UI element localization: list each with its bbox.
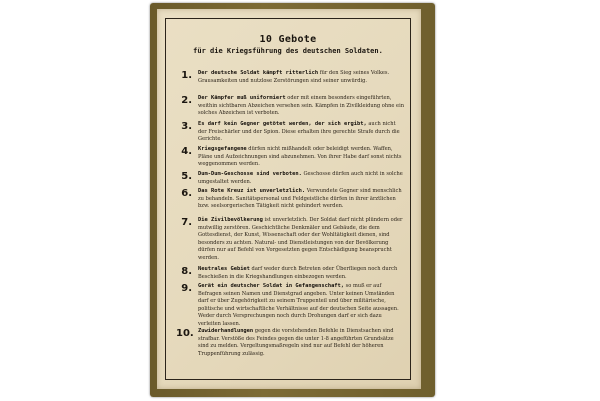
commandment-heading: Es darf kein Gegner getötet werden, der sich ergibt, [198,121,367,127]
commandment-text [198,283,404,329]
commandment-heading: Der Kämpfer muß uniformiert [198,95,286,101]
commandment-body: dürfen nicht mißhandelt oder beleidigt werden. Waffen, Pläne und Aufzeichnungen sind abzunehmen. Von ihrer Habe darf sonst nichts weggenommen werden. [198,146,402,168]
commandment-number: 4. [181,146,192,157]
page-subtitle: für die Kriegsführung des deutschen Soldaten. [193,47,383,55]
commandment-heading: Gerät ein deutscher Soldat in Gefangenschaft, [198,283,345,289]
commandment-body: auch nicht der Freischärler und der Spion. Diese erhalten ihre gerechte Strafe durch die Gerichte. [198,121,400,143]
commandment-heading: Die Zivilbevölkerung [198,217,263,223]
commandment-body: ist unverletzlich. Der Soldat darf nicht plündern oder mutwillig zerstören. Geschichtliche Denkmäler und Gebäude, die dem Gottesdienst, der Kunst, Wissenschaft oder der Wohltätigkeit dienen, sind besonders zu achten. Natural- und Dienstleistungen von der Bevölkerung dürfen nur auf Befehl von Vorgesetzten gegen Entschädigung beansprucht werden. [198,217,403,261]
commandment-number: 6. [181,188,192,199]
commandment-heading: Dum-Dum-Geschosse sind verboten. [198,171,302,177]
commandment-heading: Zuwiderhandlungen [198,328,254,334]
commandment-text [198,171,404,186]
commandment-text [198,121,404,144]
commandment-number: 7. [181,217,192,228]
commandment-body: Verwundete Gegner sind menschlich zu behandeln. Sanitätspersonal und Feldgeistliche dürfen in ihrer ärztlichen bzw. seelsorgerischen Tätigkeit nicht gehindert werden. [198,188,402,210]
commandment-body: darf weder durch Betreten oder Überfliegen noch durch Beschießen in die Kriegshandlungen einbezogen werden. [198,266,398,280]
commandment-text [198,328,404,358]
commandment-number: 2. [181,95,192,106]
commandment-number: 10. [176,328,194,339]
commandment-text [198,95,404,118]
commandment-number: 5. [181,171,192,182]
commandment-heading: Der deutsche Soldat kämpft ritterlich [198,70,319,76]
commandment-text [198,217,404,263]
commandment-heading: Das Rote Kreuz ist unverletzlich. [198,188,306,194]
commandment-body: so muß er auf Befragen seinen Namen und Dienstgrad angeben. Unter keinen Umständen darf er über Zugehörigkeit zu seinem Truppenteil und über militärische, politische und wirtschaftliche Verhältnisse auf der deutschen Seite aussagen. Weder durch Versprechungen noch durch Drohungen darf er sich dazu verleiten lassen. [198,283,399,327]
commandment-body: für den Sieg seines Volkes. Grausamkeiten und nutzlose Zerstörungen sind seiner unwürdig. [198,70,390,84]
commandment-number: 1. [181,70,192,81]
commandment-body: Geschosse dürfen auch nicht in solche umgestaltet werden. [198,171,403,185]
commandment-text [198,146,404,169]
commandment-body: oder mit einem besonders eingeführten, weithin sichtbaren Abzeichen versehen sein. Kämpfen in Zivilkleidung ohne ein solches Abzeichen ist verboten. [198,95,404,117]
commandment-number: 9. [181,283,192,294]
commandment-text [198,70,404,85]
page-title: 10 Gebote [259,34,317,45]
commandment-body: gegen die vorstehenden Befehle in Dienstsachen sind strafbar. Verstöße des Feindes gegen die unter 1-8 angeführten Grundsätze sind zu melden. Vergeltungsmaßregeln sind nur auf Befehl der höheren Truppenführung zulässig. [198,328,394,357]
commandment-number: 8. [181,266,192,277]
commandment-text [198,188,404,211]
commandment-heading: Kriegsgefangene [198,146,247,152]
commandment-text [198,266,404,281]
commandment-number: 3. [181,121,192,132]
commandment-heading: Neutrales Gebiet [198,266,250,272]
